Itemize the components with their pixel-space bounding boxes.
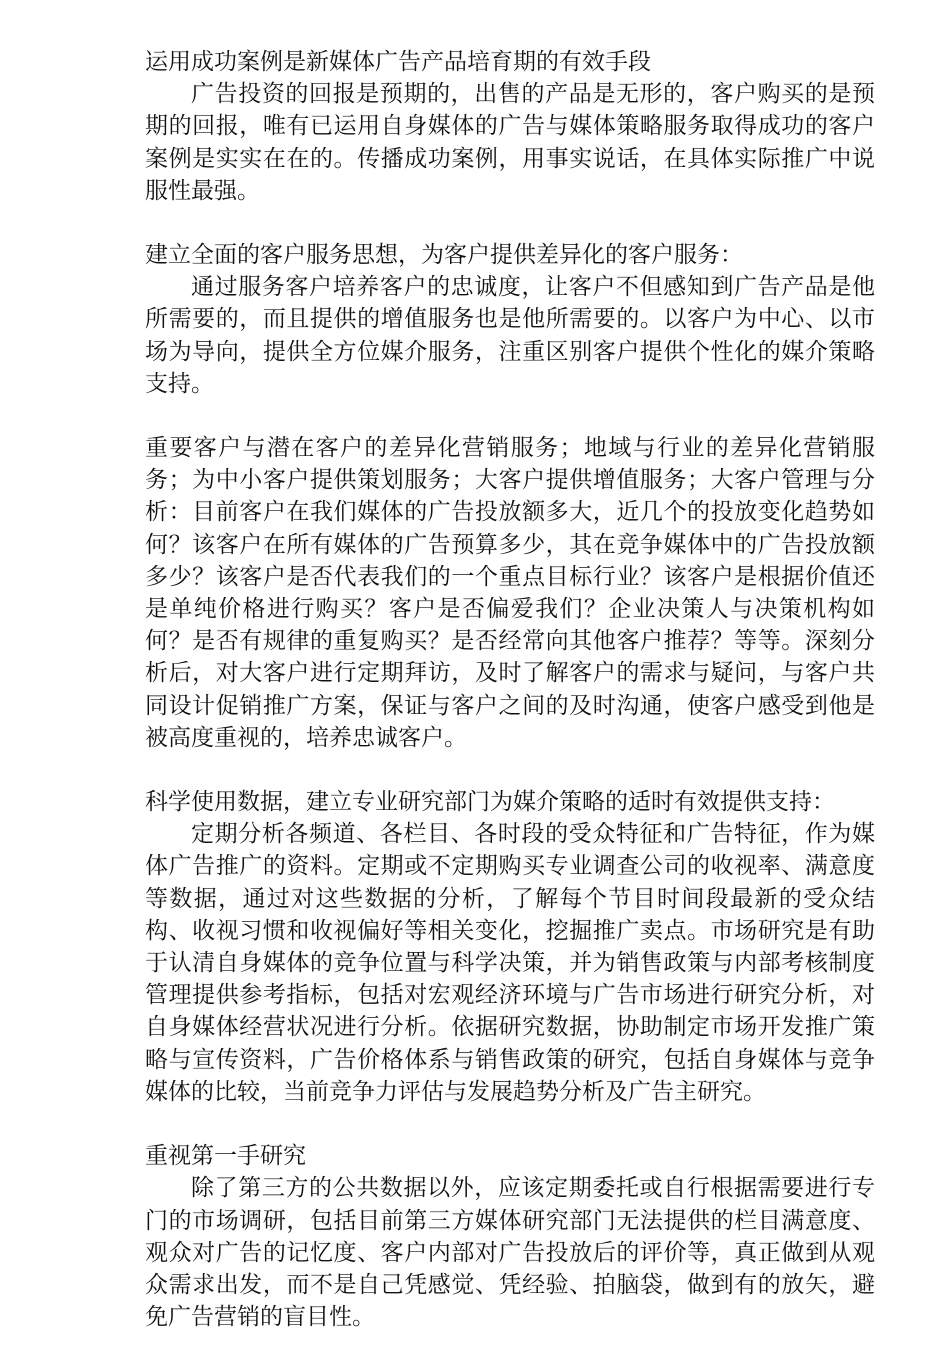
section-paragraph: 定期分析各频道、各栏目、各时段的受众特征和广告特征，作为媒体广告推广的资料。定期或不定期购买专业调查公司的收视率、满意度等数据，通过对这些数据的分析，了解每个节目时间段最新的受众结构、收视习惯和收视偏好等相关变化，挖掘推广卖点。市场研究是有助于认清自身媒体的竞争位置与科学决策，并为销售政策与内部考核制度管理提供参考指标，包括对宏观经济环境与广告市场进行研究分析，对自身媒体经营状况进行分析。依据研究数据，协助制定市场开发推广策略与宣传资料，广告价格体系与销售政策的研究，包括自身媒体与竞争媒体的比较，当前竞争力评估与发展趋势分析及广告主研究。	[145, 821, 875, 1105]
section-heading: 科学使用数据，建立专业研究部门为媒介策略的适时有效提供支持：	[145, 789, 835, 816]
section-paragraph: 通过服务客户培养客户的忠诚度，让客户不但感知到广告产品是他所需要的，而且提供的增值服务也是他所需要的。以客户为中心、以市场为导向，提供全方位媒介服务，注重区别客户提供个性化的媒介策略支持。	[145, 274, 875, 397]
section-heading: 重视第一手研究	[145, 1143, 306, 1170]
section-paragraph: 重要客户与潜在客户的差异化营销服务；地域与行业的差异化营销服务；为中小客户提供策划服务；大客户提供增值服务；大客户管理与分析：目前客户在我们媒体的广告投放额多大，近几个的投放变化趋势如何？该客户在所有媒体的广告预算多少，其在竞争媒体中的广告投放额多少？该客户是否代表我们的一个重点目标行业？该客户是根据价值还是单纯价格进行购买？客户是否偏爱我们？企业决策人与决策机构如何？是否有规律的重复购买？是否经常向其他客户推荐？等等。深刻分析后，对大客户进行定期拜访，及时了解客户的需求与疑问，与客户共同设计促销推广方案，保证与客户之间的及时沟通，使客户感受到他是被高度重视的，培养忠诚客户。	[145, 435, 875, 751]
section-paragraph: 除了第三方的公共数据以外，应该定期委托或自行根据需要进行专门的市场调研，包括目前第三方媒体研究部门无法提供的栏目满意度、观众对广告的记忆度、客户内部对广告投放后的评价等，真正做到从观众需求出发，而不是自己凭感觉、凭经验、拍脑袋，做到有的放矢，避免广告营销的盲目性。	[145, 1175, 875, 1331]
section-heading: 建立全面的客户服务思想，为客户提供差异化的客户服务：	[145, 242, 743, 269]
section-first-hand-research	[145, 1140, 875, 1333]
section-differentiated-marketing	[145, 432, 875, 754]
section-paragraph: 广告投资的回报是预期的，出售的产品是无形的，客户购买的是预期的回报，唯有已运用自身媒体的广告与媒体策略服务取得成功的客户案例是实实在在的。传播成功案例，用事实说话，在具体实际推广中说服性最强。	[145, 81, 875, 204]
section-data-research	[145, 786, 875, 1108]
section-customer-service	[145, 239, 875, 400]
document-page	[145, 46, 875, 1365]
section-heading: 运用成功案例是新媒体广告产品培育期的有效手段	[145, 49, 651, 75]
section-success-cases	[145, 46, 875, 207]
